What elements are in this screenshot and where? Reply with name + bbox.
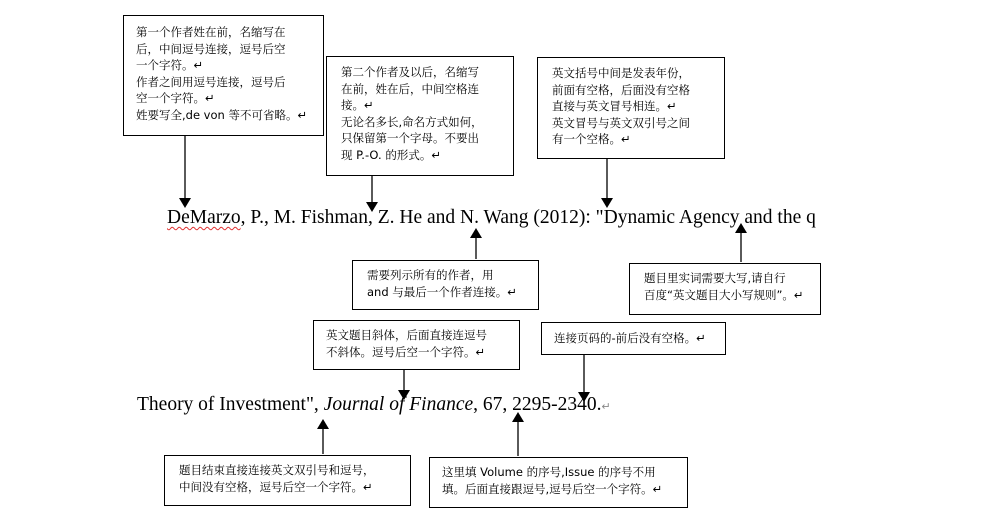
note-line: 需要列示所有的作者，用: [367, 268, 494, 282]
note-page-dash: [541, 322, 726, 355]
reference-rest: , P., M. Fishman, Z. He and N. Wang (2012): "Dynamic Agency and the q: [240, 207, 816, 228]
note-line: 空一个字符。↵: [136, 91, 215, 105]
note-line: 中间没有空格，逗号后空一个字符。↵: [179, 479, 373, 494]
note-line: 填。后面直接跟逗号,逗号后空一个字符。↵: [442, 481, 663, 496]
note-journal-italic: [313, 320, 520, 370]
note-year: [537, 57, 725, 159]
note-list-all-authors: [352, 260, 539, 310]
reference-line-2: [137, 394, 611, 416]
author-surname: DeMarzo: [167, 207, 241, 228]
note-line: 直接与英文冒号相连。↵: [552, 99, 677, 113]
note-line: 英文冒号与英文双引号之间: [552, 115, 690, 130]
note-line: 题目里实词需要大写,请自行: [644, 271, 786, 285]
note-line: 第一个作者姓在前，名缩写在: [136, 25, 286, 39]
note-line: 无论名多长,命名方式如何，: [341, 114, 483, 129]
note-line: 这里填 Volume 的序号,Issue 的序号不用: [442, 465, 656, 479]
paragraph-mark-icon: ↵: [601, 401, 611, 413]
note-title-caps: [629, 263, 821, 315]
note-line: 第二个作者及以后，名缩写: [341, 65, 479, 79]
note-second-author: [326, 56, 514, 176]
note-line: 作者之间用逗号连接，逗号后: [136, 74, 286, 89]
note-title-end: [164, 455, 411, 506]
note-line: 不斜体。逗号后空一个字符。↵: [326, 344, 486, 359]
note-line: 有一个空格。↵: [552, 132, 631, 146]
note-line: 接。↵: [341, 98, 374, 112]
note-line: 一个字符。↵: [136, 58, 204, 72]
note-line: 百度“英文题目大小写规则”。↵: [644, 287, 804, 302]
note-line: 后，中间逗号连接，逗号后空: [136, 41, 286, 56]
note-line: and 与最后一个作者连接。↵: [367, 284, 517, 299]
note-line: 只保留第一个字母。不要出: [341, 131, 479, 145]
title-end: Theory of Investment",: [137, 394, 324, 415]
note-volume: [429, 457, 688, 508]
note-line: 题目结束直接连接英文双引号和逗号，: [179, 463, 375, 477]
reference-line-1: [167, 207, 816, 229]
note-line: 英文题目斜体，后面直接连逗号: [326, 328, 487, 342]
volume-pages: , 67, 2295-2340.: [473, 394, 602, 415]
note-line: 英文括号中间是发表年份，: [552, 66, 690, 80]
note-line: 连接页码的-前后没有空格。↵: [554, 331, 706, 345]
note-line: 在前，姓在后，中间空格连: [341, 81, 479, 96]
journal-name: Journal of Finance: [323, 394, 474, 415]
note-first-author: [123, 15, 324, 136]
note-line: 现 P.-O. 的形式。↵: [341, 147, 441, 162]
note-line: 姓要写全,de von 等不可省略。↵: [136, 107, 308, 122]
note-line: 前面有空格，后面没有空格: [552, 82, 690, 97]
